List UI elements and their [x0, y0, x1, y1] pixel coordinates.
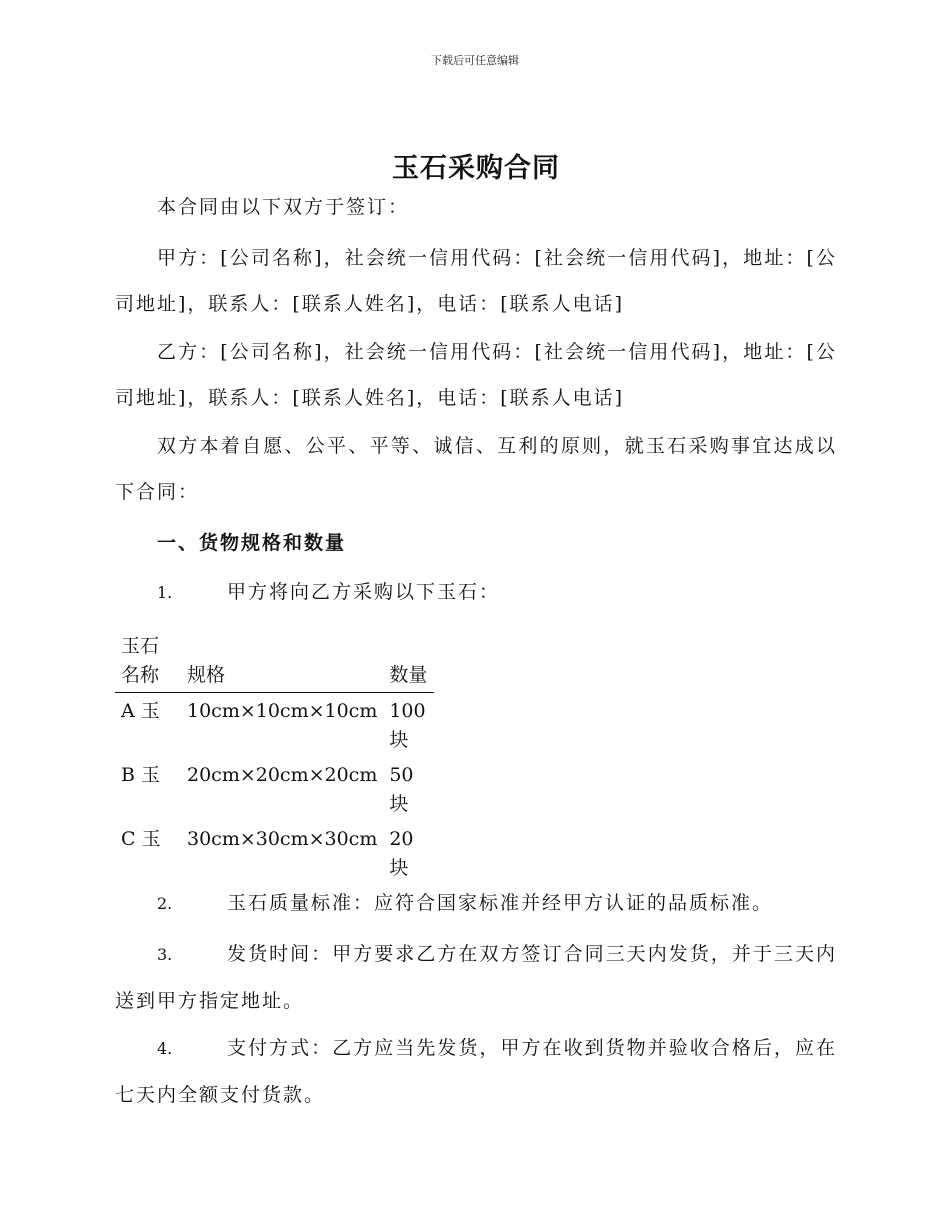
list-item-text: 玉石质量标准：应符合国家标准并经甲方认证的品质标准。: [227, 892, 774, 914]
table-header-row: [115, 628, 434, 693]
column-header-spec: 规格: [181, 628, 383, 693]
table-cell-spec: 30cm×30cm×30cm: [187, 828, 378, 850]
party-b-paragraph: 乙方：[公司名称]，社会统一信用代码：[社会统一信用代码]，地址：[公司地址]，联系人：[联系人姓名]，电话：[联系人电话]: [115, 341, 837, 409]
list-item: [115, 880, 837, 927]
table-row: [115, 693, 434, 758]
table-cell-spec: 10cm×10cm×10cm: [187, 700, 378, 722]
page-header-note: 下载后可任意编辑: [431, 54, 519, 67]
list-item-number: 3.: [157, 945, 173, 964]
goods-table: [115, 628, 434, 885]
list-item: [115, 931, 837, 1024]
list-item: [115, 569, 837, 616]
list-item: [115, 1025, 837, 1118]
list-item-text: 支付方式：乙方应当先发货，甲方在收到货物并验收合格后，应在七天内全额支付货款。: [115, 1037, 837, 1106]
list-item-number: 4.: [157, 1039, 173, 1058]
table-cell-spec: 20cm×20cm×20cm: [187, 764, 378, 786]
table-cell-quantity: 100块: [389, 700, 426, 751]
table-row: [115, 757, 434, 821]
document-title: 玉石采购合同: [392, 153, 560, 184]
column-header-quantity: 数量: [383, 628, 434, 693]
table-cell-name: B 玉: [121, 764, 161, 786]
list-item-text: 发货时间：甲方要求乙方在双方签订合同三天内发货，并于三天内送到甲方指定地址。: [115, 943, 837, 1012]
column-header-name: 玉石名称: [115, 628, 181, 693]
party-a-paragraph: 甲方：[公司名称]，社会统一信用代码：[社会统一信用代码]，地址：[公司地址]，联系人：[联系人姓名]，电话：[联系人电话]: [115, 247, 837, 315]
list-item-number: 2.: [157, 894, 173, 913]
table-cell-quantity: 50块: [389, 764, 414, 815]
list-item-number: 1.: [157, 583, 173, 602]
section-heading-goods: 一、货物规格和数量: [157, 532, 347, 554]
list-item-text: 甲方将向乙方采购以下玉石：: [227, 581, 501, 603]
principle-paragraph: 双方本着自愿、公平、平等、诚信、互利的原则，就玉石采购事宜达成以下合同：: [115, 435, 837, 503]
table-row: [115, 821, 434, 885]
table-cell-name: A 玉: [121, 700, 160, 722]
intro-paragraph: 本合同由以下双方于签订：: [157, 196, 410, 218]
table-cell-quantity: 20块: [389, 828, 414, 879]
table-cell-name: C 玉: [121, 828, 161, 850]
